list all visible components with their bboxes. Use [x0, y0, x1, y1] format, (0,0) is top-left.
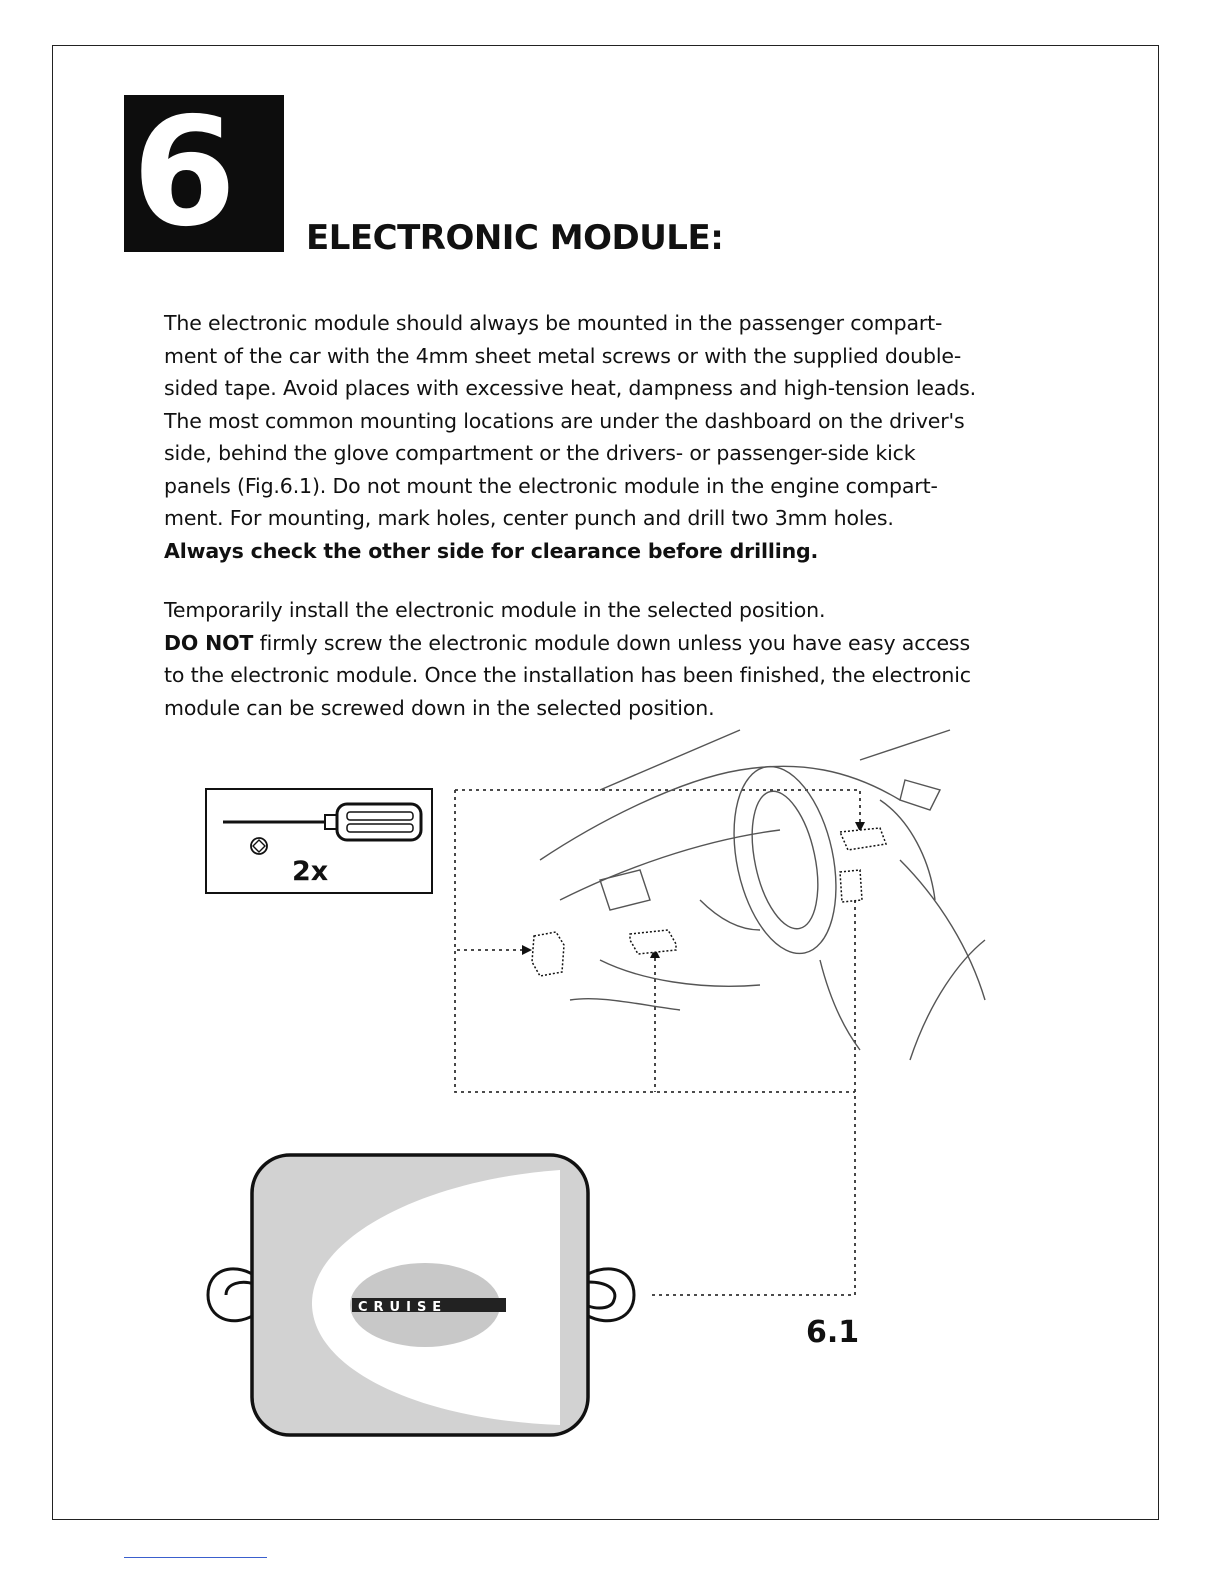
- chapter-number-badge: 6: [124, 95, 284, 252]
- paragraph-line: sided tape. Avoid places with excessive heat, dampness and high-tension leads.: [164, 376, 976, 400]
- module-logo-text: CRUISE: [358, 1300, 448, 1315]
- paragraph-line: The most common mounting locations are under the dashboard on the driver's: [164, 408, 965, 433]
- paragraph-line: to the electronic module. Once the installation has been finished, the electronic: [164, 663, 971, 687]
- paragraph-line: module can be screwed down in the selected position.: [164, 695, 715, 720]
- paragraph-line: ment of the car with the 4mm sheet metal screws or with the supplied double-: [164, 343, 962, 368]
- arrowheads: [522, 822, 865, 958]
- paragraph-line: panels (Fig.6.1). Do not mount the electronic module in the engine compart-: [164, 473, 938, 498]
- section-title: ELECTRONIC MODULE:: [306, 218, 724, 258]
- paragraph-line: ment. For mounting, mark holes, center punch and drill two 3mm holes.: [164, 506, 894, 530]
- figure-label: 6.1: [806, 1315, 860, 1350]
- electronic-module-illustration: [208, 1155, 634, 1435]
- tool-quantity: 2x: [292, 856, 329, 887]
- mounting-location-markers: [532, 828, 886, 976]
- paragraph-line: The electronic module should always be mounted in the passenger compart-: [164, 311, 943, 335]
- clearance-warning: Always check the other side for clearance before drilling.: [164, 538, 819, 563]
- do-not-warning: DO NOT: [164, 630, 254, 655]
- car-interior-illustration: [540, 730, 985, 1060]
- paragraph-line-rest: firmly screw the electronic module down unless you have easy access: [253, 630, 970, 655]
- paragraph-line: side, behind the glove compartment or the drivers- or passenger-side kick: [164, 441, 916, 465]
- paragraph-line: Temporarily install the electronic module in the selected position.: [164, 598, 826, 622]
- footer-link-underline[interactable]: [124, 1557, 267, 1558]
